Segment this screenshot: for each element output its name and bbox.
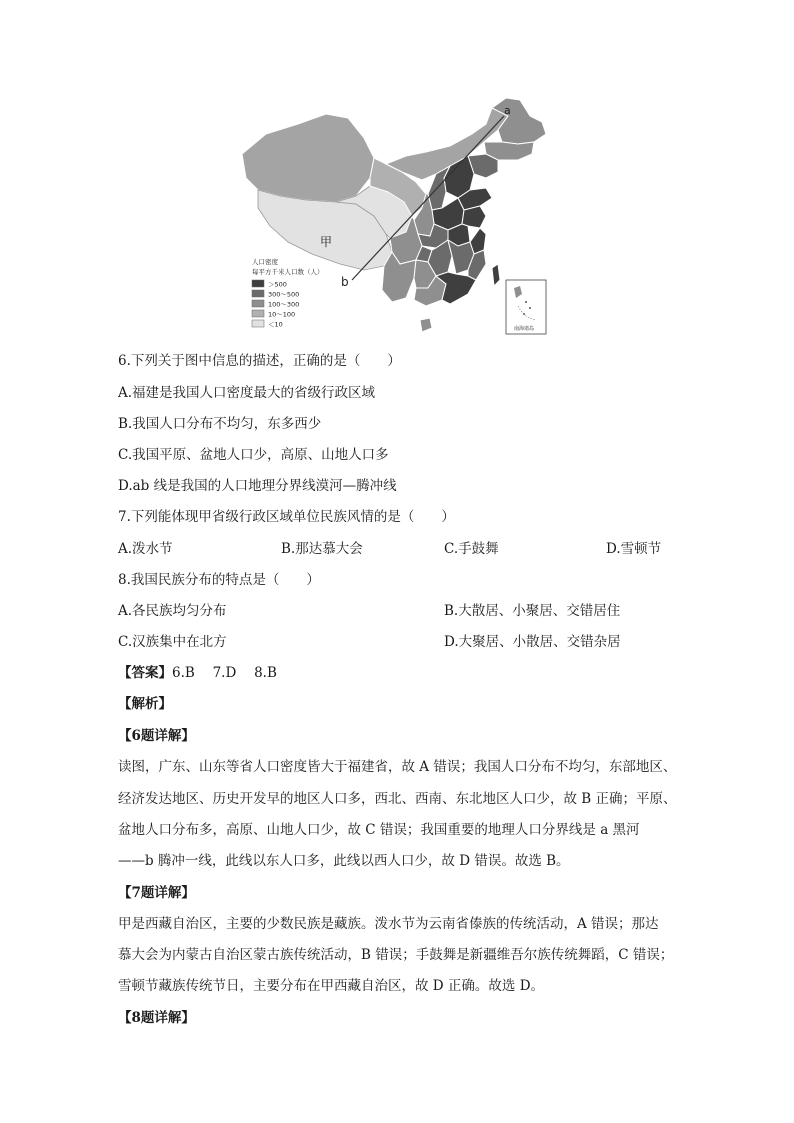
answer-values: 6.B 7.D 8.B bbox=[172, 665, 277, 681]
legend-swatch bbox=[252, 280, 264, 287]
q6-option-a: A.福建是我国人口密度最大的省级行政区域 bbox=[118, 385, 376, 401]
q7-detail-line: 慕大会为内蒙古自治区蒙古族传统活动，B 错误；手鼓舞是新疆维吾尔族传统舞蹈，C 错误； bbox=[118, 947, 674, 963]
q6-stem: 6.下列关于图中信息的描述，正确的是（ ） bbox=[118, 353, 401, 369]
q8-option-d: D.大聚居、小散居、交错杂居 bbox=[444, 634, 621, 650]
map-legend bbox=[252, 257, 324, 329]
legend-label: 100～300 bbox=[268, 300, 300, 309]
q7-option-b: B.那达慕大会 bbox=[281, 541, 363, 557]
region-xinjiang bbox=[242, 114, 374, 202]
answer-label: 【答案】 bbox=[118, 665, 172, 681]
label-a: a bbox=[504, 104, 511, 117]
q7-detail-line: 甲是西藏自治区，主要的少数民族是藏族。泼水节为云南省傣族的传统活动，A 错误；那达 bbox=[118, 916, 659, 932]
q8-stem: 8.我国民族分布的特点是（ ） bbox=[118, 572, 320, 588]
q6-option-c: C.我国平原、盆地人口少，高原、山地人口多 bbox=[118, 447, 389, 463]
q6-option-d: D.ab 线是我国的人口地理分界线漠河—腾冲线 bbox=[118, 478, 397, 494]
legend-swatch bbox=[252, 320, 264, 327]
label-b: b bbox=[341, 275, 349, 289]
q6-option-b: B.我国人口分布不均匀，东多西少 bbox=[118, 416, 322, 432]
q6-detail-line: 经济发达地区、历史开发早的地区人口多，西北、西南、东北地区人口少，故 B 正确；平原、 bbox=[118, 791, 677, 807]
region-hainan bbox=[420, 318, 432, 332]
analysis-label: 【解析】 bbox=[118, 696, 172, 712]
legend-swatch bbox=[252, 310, 264, 317]
q8-option-b: B.大散居、小聚居、交错居住 bbox=[444, 603, 621, 619]
q6-detail-line: 盆地人口分布多，高原、山地人口少，故 C 错误；我国重要的地理人口分界线是 a 黑河 bbox=[118, 822, 640, 838]
legend-label: ＞500 bbox=[268, 280, 287, 289]
legend-title: 人口密度 bbox=[252, 258, 278, 266]
legend-label: ＜10 bbox=[268, 320, 283, 329]
q8-detail-title: 【8题详解】 bbox=[118, 1010, 195, 1026]
legend-swatch bbox=[252, 300, 264, 307]
q7-stem: 7.下列能体现甲省级行政区域单位民族风情的是（ ） bbox=[118, 509, 455, 525]
q7-option-d: D.雪顿节 bbox=[606, 541, 662, 557]
q8-option-a: A.各民族均匀分布 bbox=[118, 603, 227, 619]
legend-label: 300～500 bbox=[268, 290, 300, 299]
q7-option-c: C.手鼓舞 bbox=[444, 541, 499, 557]
south-china-sea-inset bbox=[506, 280, 546, 334]
q7-detail-line: 雪顿节藏族传统节日，主要分布在甲西藏自治区，故 D 正确。故选 D。 bbox=[118, 978, 545, 994]
legend-subtitle: 每平方千米人口数（人） bbox=[252, 268, 324, 276]
population-density-map bbox=[236, 94, 552, 338]
q8-option-c: C.汉族集中在北方 bbox=[118, 634, 227, 650]
q7-detail-title: 【7题详解】 bbox=[118, 885, 195, 901]
q6-detail-line: 读图，广东、山东等省人口密度皆大于福建省，故 A 错误；我国人口分布不均匀，东部地区、 bbox=[118, 759, 677, 775]
q6-detail-title: 【6题详解】 bbox=[118, 728, 195, 744]
inset-label: 南海诸岛 bbox=[514, 326, 535, 332]
label-jia: 甲 bbox=[320, 235, 333, 249]
q7-option-a: A.泼水节 bbox=[118, 541, 173, 557]
q6-detail-line: ——b 腾冲一线，此线以东人口多，此线以西人口少，故 D 错误。故选 B。 bbox=[118, 853, 570, 869]
legend-swatch bbox=[252, 290, 264, 297]
region-taiwan bbox=[492, 264, 500, 286]
legend-label: 10～100 bbox=[268, 310, 296, 319]
answer-line bbox=[118, 664, 277, 682]
